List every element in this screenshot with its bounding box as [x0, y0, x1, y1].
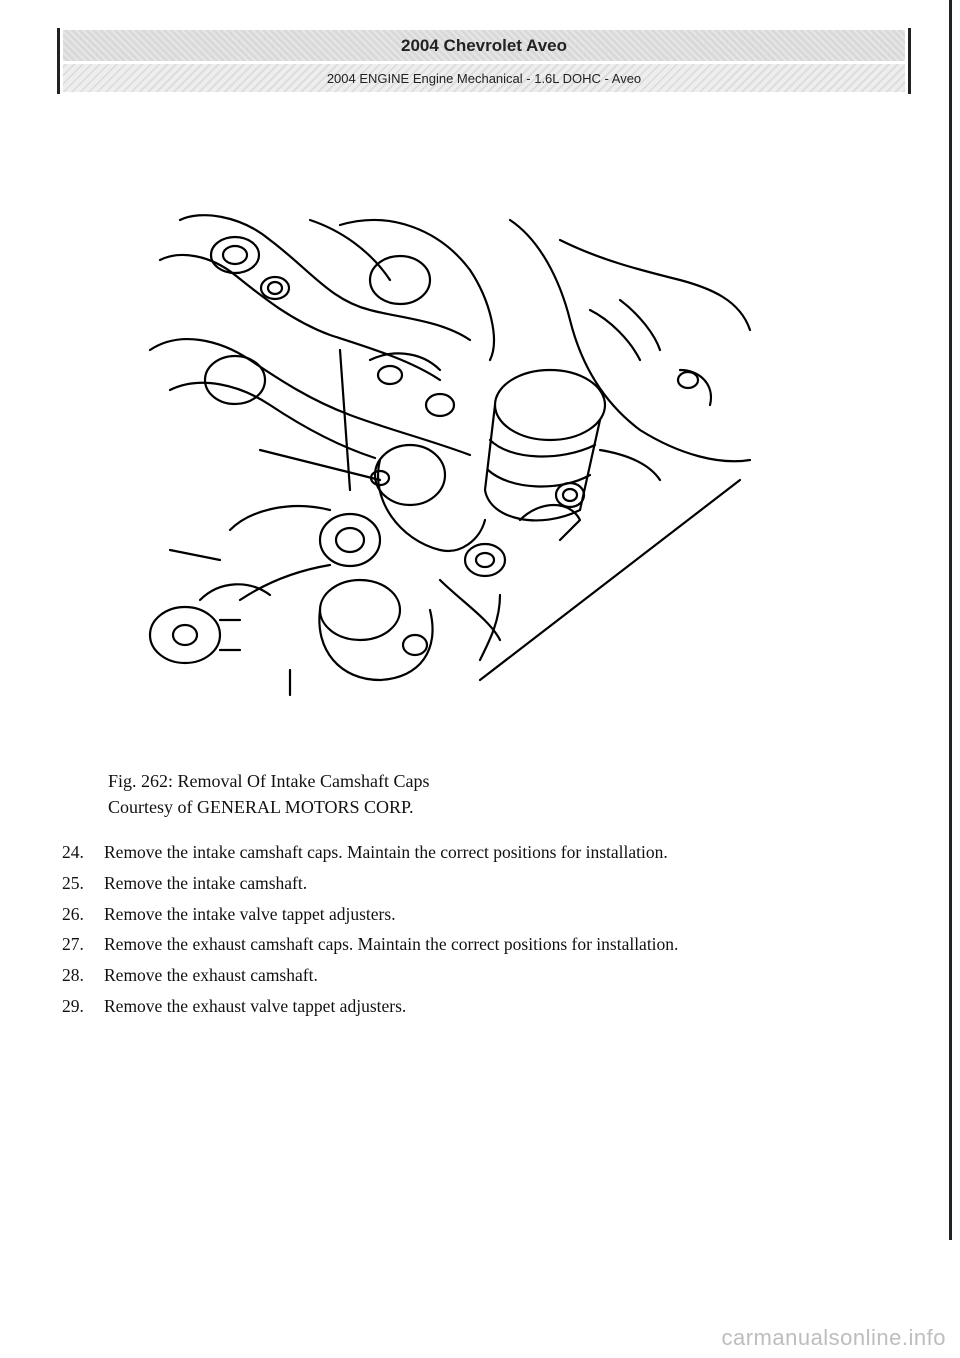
- illustration-drawing: [140, 200, 760, 700]
- list-item: [62, 873, 922, 904]
- step-number: 24.: [62, 842, 84, 862]
- figure-caption-title: Fig. 262: Removal Of Intake Camshaft Caps: [108, 771, 430, 791]
- page-right-rule: [949, 0, 952, 1240]
- list-item: [62, 996, 922, 1027]
- step-number: 26.: [62, 903, 84, 924]
- step-number: 29.: [62, 995, 84, 1016]
- figure-caption-credit: Courtesy of GENERAL MOTORS CORP.: [108, 797, 414, 817]
- procedure-steps: [62, 842, 922, 1027]
- step-text: Remove the intake camshaft.: [104, 872, 308, 893]
- step-number: 25.: [62, 872, 84, 893]
- document-subtitle: 2004 ENGINE Engine Mechanical - 1.6L DOHC - Aveo: [63, 64, 905, 92]
- document-title: 2004 Chevrolet Aveo: [63, 30, 905, 61]
- list-item: [62, 965, 922, 996]
- list-item: [62, 904, 922, 935]
- step-text: Remove the intake camshaft caps. Maintain the correct positions for installation.: [104, 842, 668, 862]
- page-header: [57, 28, 911, 94]
- step-number: 28.: [62, 965, 84, 986]
- step-text: Remove the intake valve tappet adjusters.: [104, 903, 396, 924]
- step-text: Remove the exhaust camshaft.: [104, 965, 318, 986]
- camshaft-caps-illustration: [140, 200, 760, 700]
- step-number: 27.: [62, 934, 84, 955]
- step-text: Remove the exhaust camshaft caps. Maintain the correct positions for installation.: [104, 934, 679, 955]
- watermark: carmanualsonline.info: [721, 1325, 946, 1350]
- step-text: Remove the exhaust valve tappet adjusters.: [104, 995, 407, 1016]
- list-item: [62, 842, 922, 873]
- figure-caption: [108, 768, 429, 820]
- list-item: [62, 934, 922, 965]
